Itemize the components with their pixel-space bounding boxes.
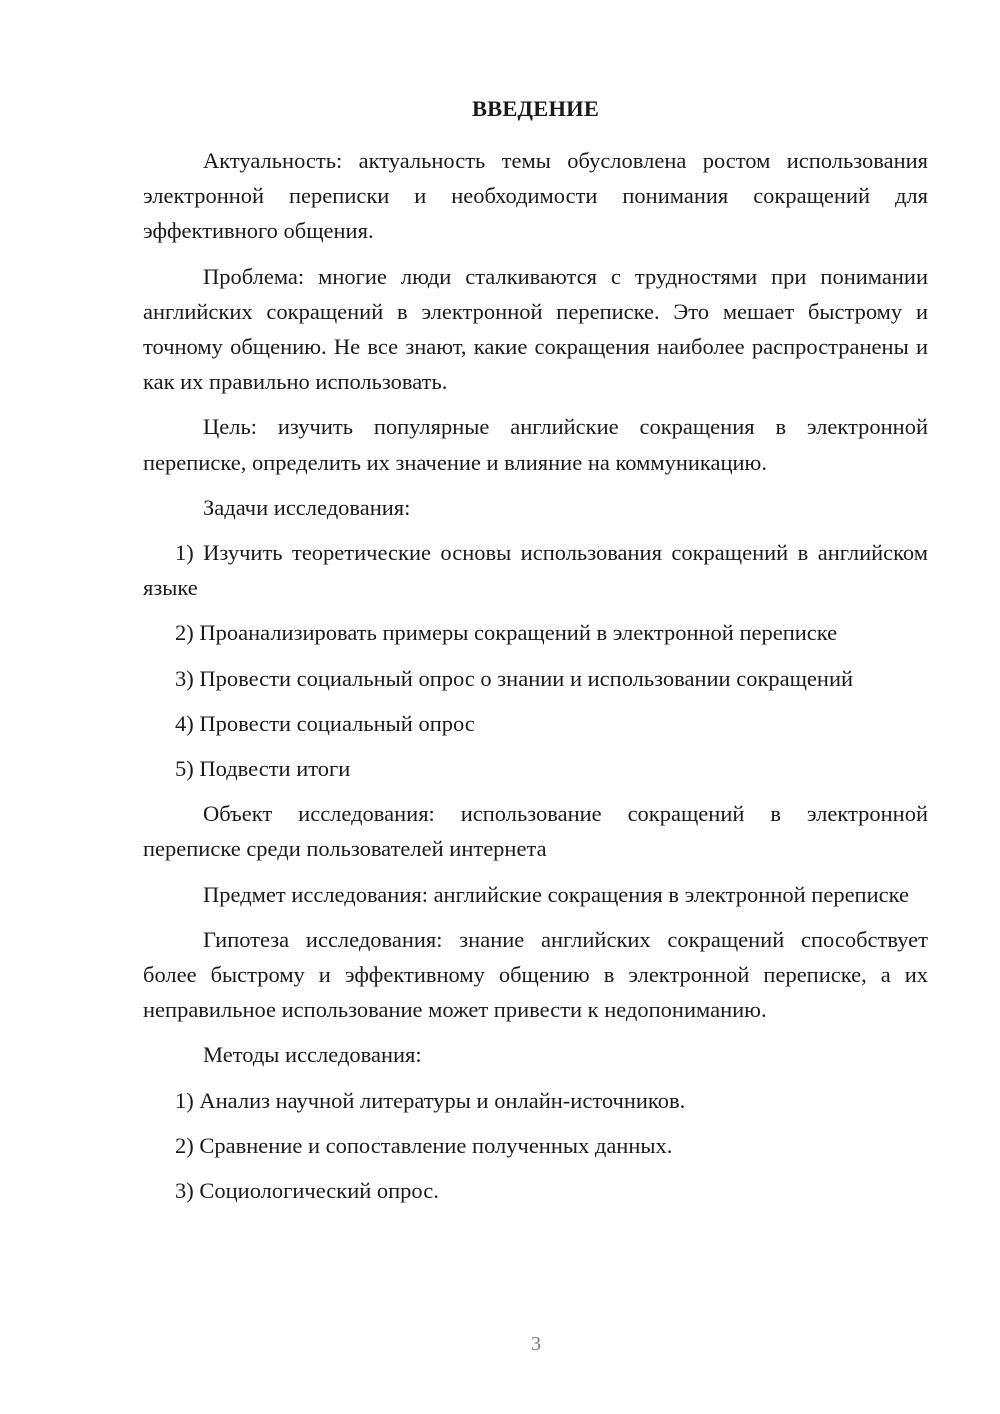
object-paragraph: Объект исследования: использование сокращений в электронной переписке среди пользователей интернета: [143, 801, 928, 862]
task-item: 4) Провести социальный опрос: [175, 710, 475, 736]
page-number: 3: [531, 1333, 541, 1355]
methods-heading: Методы исследования:: [203, 1042, 422, 1068]
task-item: 1) Изучить теоретические основы использования сокращений в английском языке: [143, 540, 928, 601]
goal-paragraph: Цель: изучить популярные английские сокращения в электронной переписке, определить их значение и влияние на коммуникацию.: [143, 414, 928, 475]
method-item: 3) Социологический опрос.: [175, 1178, 439, 1204]
tasks-heading: Задачи исследования:: [203, 494, 411, 520]
task-item: 2) Проанализировать примеры сокращений в электронной переписке: [175, 620, 838, 646]
hypothesis-paragraph: Гипотеза исследования: знание английских сокращений способствует более быстрому и эффективному общению в электронной переписке, а их неправильное использование может привести к недопониманию.: [143, 926, 928, 1023]
relevance-paragraph: Актуальность: актуальность темы обусловлена ростом использования электронной переписки и необходимости понимания сокращений для эффективного общения.: [143, 148, 928, 244]
page-title: ВВЕДЕНИЕ: [471, 96, 600, 121]
method-item: 1) Анализ научной литературы и онлайн-источников.: [175, 1087, 686, 1113]
method-item: 2) Сравнение и сопоставление полученных данных.: [175, 1132, 673, 1158]
task-item: 3) Провести социальный опрос о знании и использовании сокращений: [175, 665, 854, 691]
task-item: 5) Подвести итоги: [175, 756, 351, 782]
subject-paragraph: Предмет исследования: английские сокращения в электронной переписке: [203, 881, 909, 907]
problem-paragraph: Проблема: многие люди сталкиваются с трудностями при понимании английских сокращений в электронной переписке. Это мешает быстрому и точному общению. Не все знают, какие сокращения наиболее распространены и как их правильно использовать.: [143, 263, 928, 395]
document-page: [143, 94, 928, 1218]
